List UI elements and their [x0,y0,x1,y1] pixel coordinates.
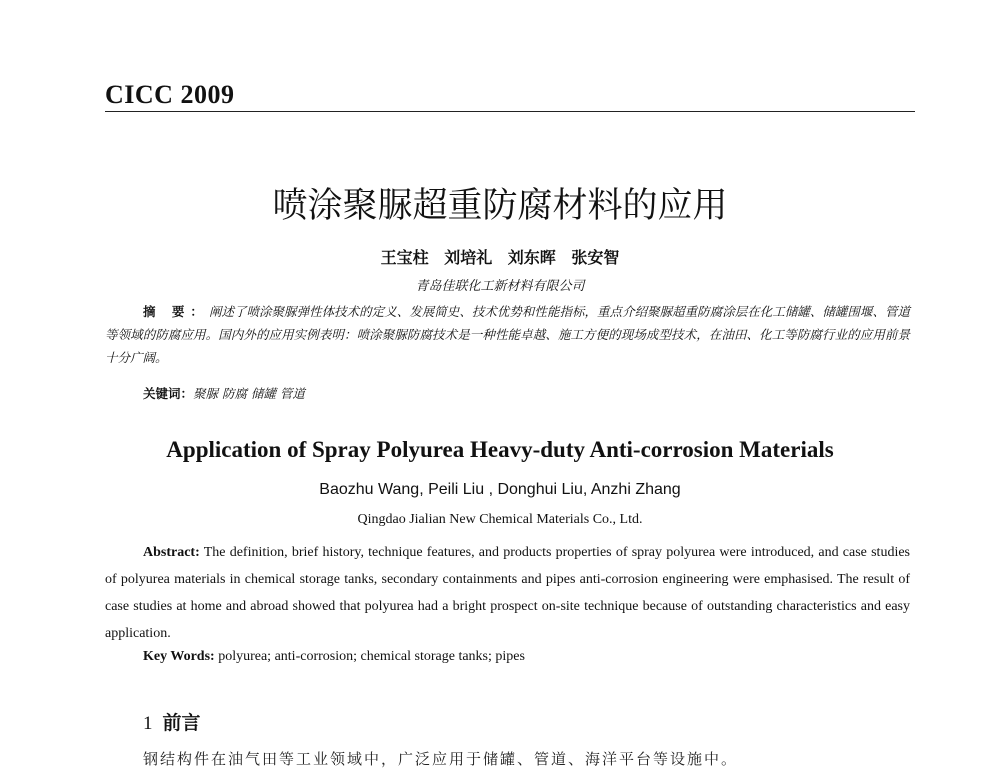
english-keywords-label: Key Words: [143,649,215,664]
english-abstract-text: The definition, brief history, technique features, and products properties of spray polyurea were introduced, and case studies of polyurea materials in chemical storage tanks, secondary containments and pipes anti-corrosion engineering were emphasised. The result of case studies at home and abroad showed that polyurea had a bright prospect on-site technique because of outstanding characteristics and easy application. [105,545,910,641]
truncated-body-line [143,750,903,768]
chinese-authors: 王宝柱 刘培礼 刘东晖 张安智 [380,248,620,267]
chinese-affiliation: 青岛佳联化工新材料有限公司 [415,279,585,294]
conference-header-label: CICC 2009 [105,80,235,109]
english-abstract [105,539,910,647]
section-title: 前言 [162,712,201,734]
english-keywords [143,649,903,665]
chinese-keywords [143,384,903,402]
section-number: 1 [143,713,153,734]
english-authors: Baozhu Wang, Peili Liu , Donghui Liu, Anzhi Zhang [319,481,681,498]
chinese-abstract-text: 阐述了喷涂聚脲弹性体技术的定义、发展简史、技术优势和性能指标，重点介绍聚脲超重防腐涂层在化工储罐、储罐围堰、管道等领域的防腐应用。国内外的应用实例表明：喷涂聚脲防腐技术是一种性能卓越、施工方便的现场成型技术，在油田、化工等防腐行业的应用前景十分广阔。 [105,304,910,365]
english-keywords-text: polyurea; anti-corrosion; chemical storage tanks; pipes [214,649,525,664]
english-affiliation: Qingdao Jialian New Chemical Materials Co., Ltd. [357,512,643,527]
english-abstract-label: Abstract: [143,545,200,560]
section-heading [143,708,201,735]
truncated-body-text: 钢结构件在油气田等工业领域中，广泛应用于储罐、管道、海洋平台等设施中。 [143,750,739,768]
chinese-keywords-text: 聚脲 防腐 储罐 管道 [193,386,305,401]
chinese-keywords-label: 关键词： [143,386,194,401]
english-title: Application of Spray Polyurea Heavy-duty Anti-corrosion Materials [166,437,834,462]
chinese-title: 喷涂聚脲超重防腐材料的应用 [272,186,728,226]
chinese-abstract [105,300,910,369]
chinese-abstract-label: 摘 要： [143,304,209,319]
header-rule [105,111,915,112]
